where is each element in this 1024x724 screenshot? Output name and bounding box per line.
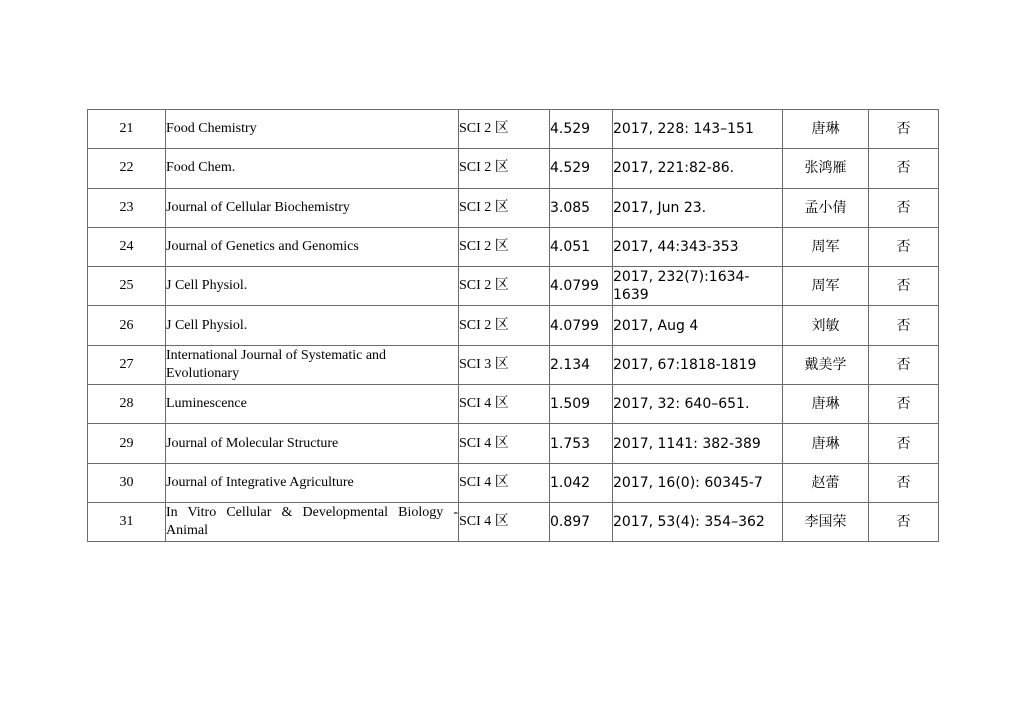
sci-zone: SCI 2 区 [459,149,550,188]
flag: 否 [869,306,939,345]
table-row [88,267,939,306]
author: 唐琳 [783,110,869,149]
flag: 否 [869,188,939,227]
row-number: 26 [88,306,166,345]
table-row [88,188,939,227]
table-row [88,424,939,463]
flag: 否 [869,463,939,502]
table-row [88,345,939,384]
author: 刘敏 [783,306,869,345]
sci-zone: SCI 4 区 [459,502,550,541]
journal-name: Food Chemistry [166,110,459,149]
author: 赵蕾 [783,463,869,502]
sci-zone: SCI 2 区 [459,227,550,266]
author: 李国荣 [783,502,869,541]
author: 孟小倩 [783,188,869,227]
journal-name: Journal of Genetics and Genomics [166,227,459,266]
journal-name: Journal of Integrative Agriculture [166,463,459,502]
journal-name: Food Chem. [166,149,459,188]
impact-factor: 4.0799 [550,267,613,306]
impact-factor: 1.753 [550,424,613,463]
author: 唐琳 [783,424,869,463]
sci-zone: SCI 2 区 [459,267,550,306]
author: 张鸿雁 [783,149,869,188]
impact-factor: 3.085 [550,188,613,227]
row-number: 22 [88,149,166,188]
flag: 否 [869,149,939,188]
table-row [88,502,939,541]
flag: 否 [869,267,939,306]
citation: 2017, 221:82-86. [613,149,783,188]
sci-zone: SCI 4 区 [459,463,550,502]
publication-table-body [88,110,939,542]
table-row [88,463,939,502]
citation: 2017, 228: 143–151 [613,110,783,149]
row-number: 27 [88,345,166,384]
impact-factor: 4.051 [550,227,613,266]
table-row [88,306,939,345]
citation: 2017, 232(7):1634-1639 [613,267,783,306]
row-number: 23 [88,188,166,227]
sci-zone: SCI 4 区 [459,424,550,463]
flag: 否 [869,110,939,149]
flag: 否 [869,424,939,463]
row-number: 29 [88,424,166,463]
journal-name: Journal of Molecular Structure [166,424,459,463]
row-number: 21 [88,110,166,149]
citation: 2017, 16(0): 60345-7 [613,463,783,502]
flag: 否 [869,502,939,541]
impact-factor: 4.0799 [550,306,613,345]
journal-name: J Cell Physiol. [166,306,459,345]
citation: 2017, 67:1818-1819 [613,345,783,384]
flag: 否 [869,345,939,384]
flag: 否 [869,227,939,266]
citation: 2017, Aug 4 [613,306,783,345]
impact-factor: 4.529 [550,149,613,188]
row-number: 25 [88,267,166,306]
table-row [88,149,939,188]
publication-table [87,109,939,542]
author: 戴美学 [783,345,869,384]
citation: 2017, 1141: 382-389 [613,424,783,463]
table-row [88,227,939,266]
table-row [88,385,939,424]
citation: 2017, Jun 23. [613,188,783,227]
impact-factor: 2.134 [550,345,613,384]
sci-zone: SCI 2 区 [459,306,550,345]
author: 周军 [783,227,869,266]
sci-zone: SCI 4 区 [459,385,550,424]
row-number: 30 [88,463,166,502]
sci-zone: SCI 2 区 [459,110,550,149]
journal-name: Luminescence [166,385,459,424]
journal-name: In Vitro Cellular & Developmental Biology - Animal [166,502,459,541]
impact-factor: 4.529 [550,110,613,149]
author: 周军 [783,267,869,306]
journal-name: J Cell Physiol. [166,267,459,306]
sci-zone: SCI 2 区 [459,188,550,227]
citation: 2017, 44:343-353 [613,227,783,266]
journal-name: International Journal of Systematic and Evolutionary [166,345,459,384]
impact-factor: 1.509 [550,385,613,424]
impact-factor: 0.897 [550,502,613,541]
citation: 2017, 53(4): 354–362 [613,502,783,541]
citation: 2017, 32: 640–651. [613,385,783,424]
row-number: 28 [88,385,166,424]
flag: 否 [869,385,939,424]
sci-zone: SCI 3 区 [459,345,550,384]
table-row [88,110,939,149]
impact-factor: 1.042 [550,463,613,502]
row-number: 31 [88,502,166,541]
row-number: 24 [88,227,166,266]
author: 唐琳 [783,385,869,424]
journal-name: Journal of Cellular Biochemistry [166,188,459,227]
